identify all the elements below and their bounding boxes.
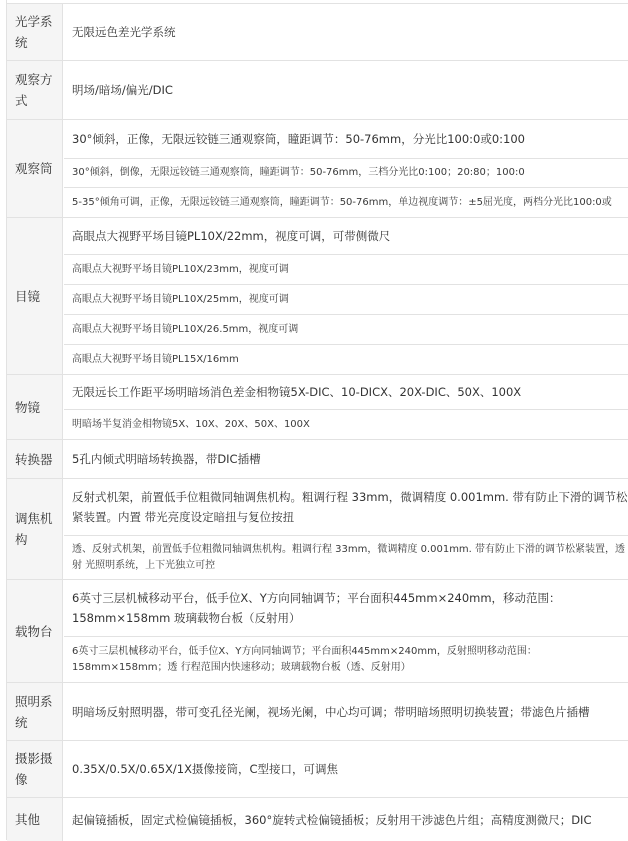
table-row xyxy=(7,682,628,740)
spec-cell: 明暗场半复消金相物镜5X、10X、20X、50X、100X xyxy=(64,409,628,439)
row-label: 目镜 xyxy=(7,218,63,374)
row-label: 观察方式 xyxy=(7,61,63,119)
spec-cell: 高眼点大视野平场目镜PL10X/23mm，视度可调 xyxy=(64,254,628,284)
spec-cell: 高眼点大视野平场目镜PL10X/22mm，视度可调，可带侧微尺 xyxy=(72,229,391,243)
table-row xyxy=(7,119,628,217)
spec-table xyxy=(6,0,628,840)
row-label: 观察筒 xyxy=(7,120,63,217)
spec-cell: 明场/暗场/偏光/DIC xyxy=(72,83,173,97)
spec-cell: 5-35°倾角可调，正像，无限远铰链三通观察筒，瞳距调节：50-76mm，单边视度调节：±5屈光度，两档分光比100:0或 xyxy=(64,187,628,217)
spec-cell: 30°倾斜，倒像，无限远铰链三通观察筒，瞳距调节：50-76mm，三档分光比0:100；20:80；100:0 xyxy=(64,158,628,187)
table-row xyxy=(7,439,628,478)
spec-cell: 30°倾斜，正像，无限远铰链三通观察筒，瞳距调节：50-76mm，分光比100:0或0:100 xyxy=(72,132,525,146)
row-label: 载物台 xyxy=(7,580,63,682)
spec-cell: 无限远色差光学系统 xyxy=(72,25,176,39)
spec-cell: 5孔内倾式明暗场转换器，带DIC插槽 xyxy=(72,452,261,466)
spec-cell: 高眼点大视野平场目镜PL15X/16mm xyxy=(64,344,628,374)
spec-cell: 反射式机架，前置低手位粗微同轴调焦机构。粗调行程 33mm，微调精度 0.001mm. 带有防止下滑的调节松紧装置。内置 带光亮度设定暗扭与复位按扭 xyxy=(72,490,628,524)
spec-cell: 6英寸三层机械移动平台，低手位X、Y方向同轴调节；平台面积445mm×240mm，反射照明移动范围：158mm×158mm；透 行程范围内快速移动；玻璃载物台板（透、反射用） xyxy=(64,636,628,682)
table-row xyxy=(7,3,628,60)
row-label: 照明系统 xyxy=(7,683,63,740)
row-label: 调焦机构 xyxy=(7,479,63,579)
spec-cell: 起偏镜插板，固定式检偏镜插板，360°旋转式检偏镜插板；反射用干涉滤色片组；高精度测微尺；DIC xyxy=(72,812,592,827)
spec-cell: 透、反射式机架，前置低手位粗微同轴调焦机构。粗调行程 33mm，微调精度 0.001mm. 带有防止下滑的调节松紧装置，透射 光照明系统，上下光独立可控 xyxy=(64,535,628,579)
row-label: 物镜 xyxy=(7,375,63,439)
table-row xyxy=(7,60,628,119)
row-label: 其他 xyxy=(7,798,63,841)
spec-cell: 无限远长工作距平场明暗场消色差金相物镜5X-DIC、10-DICX、20X-DIC、50X、100X xyxy=(72,385,522,399)
row-label: 摄影摄像 xyxy=(7,741,63,797)
row-label: 转换器 xyxy=(7,440,63,478)
row-label: 光学系统 xyxy=(7,4,63,60)
spec-cell: 高眼点大视野平场目镜PL10X/25mm，视度可调 xyxy=(64,284,628,314)
table-row xyxy=(7,797,628,841)
table-row xyxy=(7,579,628,682)
spec-cell: 高眼点大视野平场目镜PL10X/26.5mm，视度可调 xyxy=(64,314,628,344)
table-row xyxy=(7,374,628,439)
spec-cell: 6英寸三层机械移动平台，低手位X、Y方向同轴调节；平台面积445mm×240mm，移动范围：158mm×158mm 玻璃载物台板（反射用） xyxy=(72,591,561,625)
spec-cell: 0.35X/0.5X/0.65X/1X摄像接筒，C型接口，可调焦 xyxy=(72,762,338,776)
table-row xyxy=(7,740,628,797)
table-row xyxy=(7,478,628,579)
table-row xyxy=(7,217,628,374)
spec-cell: 明暗场反射照明器，带可变孔径光阑，视场光阑，中心均可调；带明暗场照明切换装置；带滤色片插槽 xyxy=(72,704,590,719)
